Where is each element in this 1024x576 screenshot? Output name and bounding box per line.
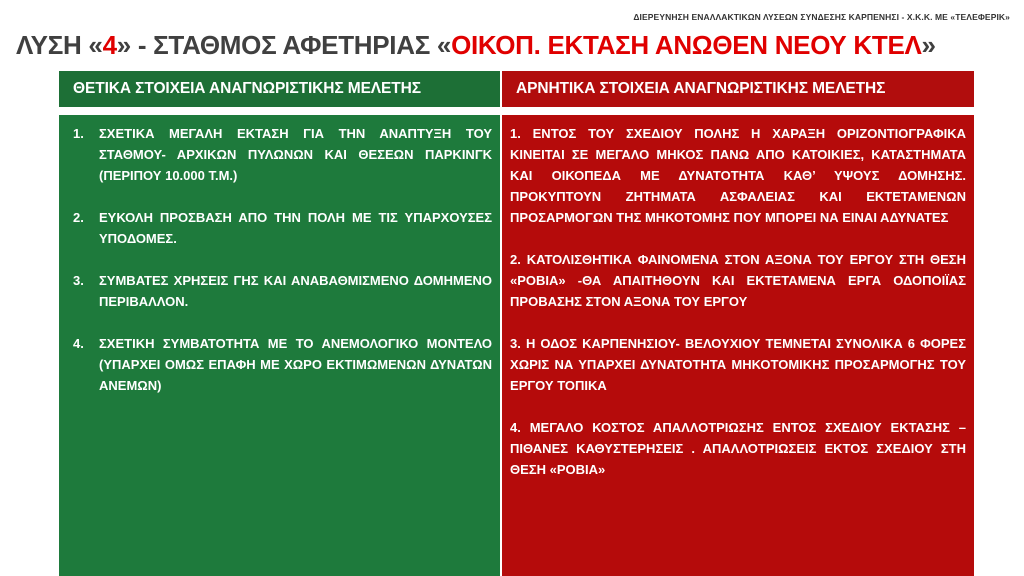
positive-item xyxy=(73,333,492,396)
positive-item-text: ΣΥΜΒΑΤΕΣ ΧΡΗΣΕΙΣ ΓΗΣ ΚΑΙ ΑΝΑΒΑΘΜΙΣΜΕΝΟ ΔΟΜΗΜΕΝΟ ΠΕΡΙΒΑΛΛΟΝ. xyxy=(99,273,493,309)
comparison-table xyxy=(58,71,975,576)
positive-separator xyxy=(59,107,500,115)
slide-title xyxy=(16,30,1016,61)
title-suffix: » xyxy=(921,30,936,60)
title-station: » - ΣΤΑΘΜΟΣ ΑΦΕΤΗΡΙΑΣ « xyxy=(116,30,452,60)
negative-item: 1. ΕΝΤΟΣ ΤΟΥ ΣΧΕΔΙΟΥ ΠΟΛΗΣ Η ΧΑΡΑΞΗ ΟΡΙΖΟΝΤΙΟΓΡΑΦΙΚΑ ΚΙΝΕΙΤΑΙ ΣΕ ΜΕΓΑΛΟ ΜΗΚΟΣ ΠΑΝΩ ΑΠΟ ΚΑΤΟΙΚΙΕΣ, ΚΑΤΑΣΤΗΜΑΤΑ ΚΑΙ ΟΙΚΟΠΕΔΑ ΜΕ ΔΥΝΑΤΟΤΗΤΑ ΚΑΘ’ ΥΨΟΥΣ ΔΟΜΗΣΗΣ. ΠΡΟΚΥΠΤΟΥΝ ΖΗΤΗΜΑΤΑ ΑΣΦΑΛΕΙΑΣ ΚΑΙ ΕΚΤΕΤΑΜΕΝΩΝ ΠΡΟΣΑΡΜΟΓΩΝ ΤΗΣ ΜΗΚΟΤΟΜΗΣ ΠΟΥ ΜΠΟΡΕΙ ΝΑ ΕΙΝΑΙ ΑΔΥΝΑΤΕΣ xyxy=(510,126,966,225)
positive-item-text: ΕΥΚΟΛΗ ΠΡΟΣΒΑΣΗ ΑΠΟ ΤΗΝ ΠΟΛΗ ΜΕ ΤΙΣ ΥΠΑΡΧΟΥΣΕΣ ΥΠΟΔΟΜΕΣ. xyxy=(99,210,493,246)
negative-item: 4. ΜΕΓΑΛΟ ΚΟΣΤΟΣ ΑΠΑΛΛΟΤΡΙΩΣΗΣ ΕΝΤΟΣ ΣΧΕΔΙΟΥ ΕΚΤΑΣΗΣ – ΠΙΘΑΝΕΣ ΚΑΘΥΣΤΕΡΗΣΕΙΣ . ΑΠΑΛΛΟΤΡΙΩΣΕΙΣ ΕΚΤΟΣ ΣΧΕΔΙΟΥ ΣΤΗ ΘΕΣΗ «ΡΟΒΙΑ» xyxy=(510,420,966,477)
positive-list xyxy=(59,115,500,576)
title-prefix: ΛΥΣΗ « xyxy=(16,30,103,60)
negative-column xyxy=(502,71,974,576)
negative-list xyxy=(502,115,974,576)
positive-item xyxy=(73,270,492,312)
header-note: ΔΙΕΡΕΥΝΗΣΗ ΕΝΑΛΛΑΚΤΙΚΩΝ ΛΥΣΕΩΝ ΣΥΝΔΕΣΗΣ ΚΑΡΠΕΝΗΣΙ - Χ.Κ.Κ. ΜΕ «ΤΕΛΕΦΕΡΙΚ» xyxy=(633,12,1010,22)
title-location: ΟΙΚΟΠ. ΕΚΤΑΣΗ ΑΝΩΘΕΝ ΝΕΟΥ ΚΤΕΛ xyxy=(451,30,922,60)
positive-item-text: ΣΧΕΤΙΚΗ ΣΥΜΒΑΤΟΤΗΤΑ ΜΕ ΤΟ ΑΝΕΜΟΛΟΓΙΚΟ ΜΟΝΤΕΛΟ (ΥΠΑΡΧΕΙ ΟΜΩΣ ΕΠΑΦΗ ΜΕ ΧΩΡΟ ΕΚΤΙΜΩΜΕΝΩΝ ΔΥΝΑΤΩΝ ΑΝΕΜΩΝ) xyxy=(99,336,493,393)
negative-heading: ΑΡΝΗΤΙΚΑ ΣΤΟΙΧΕΙΑ ΑΝΑΓΝΩΡΙΣΤΙΚΗΣ ΜΕΛΕΤΗΣ xyxy=(502,71,974,107)
positive-item xyxy=(73,123,492,186)
positive-item-number: 4. xyxy=(73,336,84,351)
positive-item-text: ΣΧΕΤΙΚΑ ΜΕΓΑΛΗ ΕΚΤΑΣΗ ΓΙΑ ΤΗΝ ΑΝΑΠΤΥΞΗ ΤΟΥ ΣΤΑΘΜΟΥ- ΑΡΧΙΚΩΝ ΠΥΛΩΝΩΝ ΚΑΙ ΘΕΣΕΩΝ ΠΑΡΚΙΝΓΚ (ΠΕΡΙΠΟΥ 10.000 Τ.Μ.) xyxy=(99,126,493,183)
positive-item-number: 2. xyxy=(73,210,84,225)
title-solution-number: 4 xyxy=(102,30,117,60)
negative-item: 3. Η ΟΔΟΣ ΚΑΡΠΕΝΗΣΙΟΥ- ΒΕΛΟΥΧΙΟΥ ΤΕΜΝΕΤΑΙ ΣΥΝΟΛΙΚΑ 6 ΦΟΡΕΣ ΧΩΡΙΣ ΝΑ ΥΠΑΡΧΕΙ ΔΥΝΑΤΟΤΗΤΑ ΜΗΚΟΤΟΜΙΚΗΣ ΠΡΟΣΑΡΜΟΓΗΣ ΤΟΥ ΕΡΓΟΥ ΤΟΠΙΚΑ xyxy=(510,336,966,393)
positive-item xyxy=(73,207,492,249)
positive-item-number: 3. xyxy=(73,273,84,288)
negative-item: 2. ΚΑΤΟΛΙΣΘΗΤΙΚΑ ΦΑΙΝΟΜΕΝΑ ΣΤΟΝ ΑΞΟΝΑ ΤΟΥ ΕΡΓΟΥ ΣΤΗ ΘΕΣΗ «ΡΟΒΙΑ» -ΘΑ ΑΠΑΙΤΗΘΟΥΝ ΚΑΙ ΕΚΤΕΤΑΜΕΝΑ ΕΡΓΑ ΟΔΟΠΟΙΪΑΣ ΠΡΟΒΑΣΗΣ ΣΤΟΝ ΑΞΟΝΑ ΤΟΥ ΕΡΓΟΥ xyxy=(510,252,966,309)
positive-column xyxy=(59,71,502,576)
negative-separator xyxy=(502,107,974,115)
positive-heading: ΘΕΤΙΚΑ ΣΤΟΙΧΕΙΑ ΑΝΑΓΝΩΡΙΣΤΙΚΗΣ ΜΕΛΕΤΗΣ xyxy=(59,71,500,107)
positive-item-number: 1. xyxy=(73,126,84,141)
